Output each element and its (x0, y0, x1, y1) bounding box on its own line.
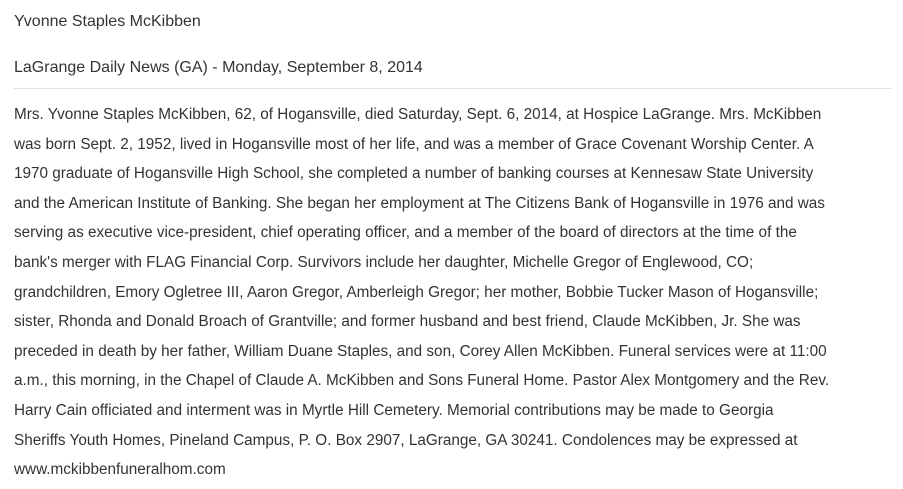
obituary-line: and the American Institute of Banking. She began her employment at The Citizens Bank of Hogansville in 1976 and was (14, 194, 825, 212)
obituary-line: grandchildren, Emory Ogletree III, Aaron Gregor, Amberleigh Gregor; her mother, Bobbie Tucker Mason of Hogansville; (14, 283, 819, 301)
obituary-line: Harry Cain officiated and interment was in Myrtle Hill Cemetery. Memorial contributions may be made to Georgia (14, 401, 774, 419)
obituary-line: sister, Rhonda and Donald Broach of Grantville; and former husband and best friend, Claude McKibben, Jr. She was (14, 313, 801, 331)
obituary-line: a.m., this morning, in the Chapel of Claude A. McKibben and Sons Funeral Home. Pastor Alex Montgomery and the Rev. (14, 372, 830, 390)
obituary-line: Mrs. Yvonne Staples McKibben, 62, of Hogansville, died Saturday, Sept. 6, 2014, at Hospice LaGrange. Mrs. McKibben (14, 106, 822, 123)
person-name: Yvonne Staples McKibben (14, 13, 201, 30)
obituary-line: bank's merger with FLAG Financial Corp. Survivors include her daughter, Michelle Gregor of Englewood, CO; (14, 253, 754, 271)
obituary-line: 1970 graduate of Hogansville High School, she completed a number of banking courses at Kennesaw State University (14, 165, 814, 183)
funeral-home-link[interactable]: www.mckibbenfuneralhom.com (14, 461, 226, 479)
divider (14, 88, 892, 89)
obituary-line: Sheriffs Youth Homes, Pineland Campus, P. O. Box 2907, LaGrange, GA 30241. Condolences may be expressed at (14, 431, 798, 449)
obituary-line: serving as executive vice-president, chief operating officer, and a member of the board of directors at the time of the (14, 224, 797, 242)
obituary-text (14, 100, 886, 485)
obituary-line: preceded in death by her father, William Duane Staples, and son, Corey Allen McKibben. Funeral services were at 11:00 (14, 342, 827, 360)
publication-source: LaGrange Daily News (GA) - Monday, September 8, 2014 (14, 59, 423, 76)
obituary-line: was born Sept. 2, 1952, lived in Hogansville most of her life, and was a member of Grace Covenant Worship Center. A (14, 135, 814, 153)
